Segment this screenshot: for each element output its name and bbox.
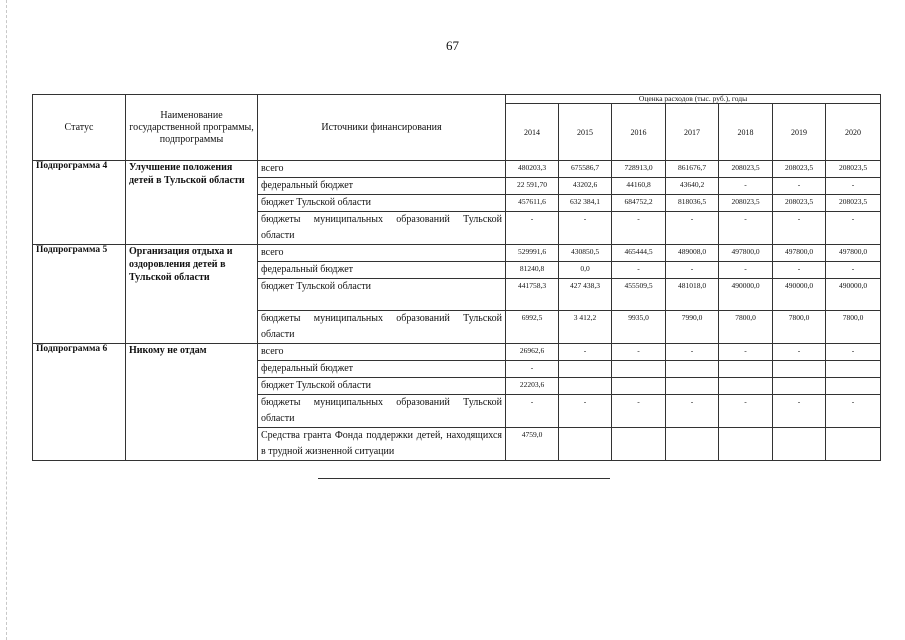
expense-value: -	[666, 262, 719, 279]
expense-value	[559, 428, 612, 461]
expense-value: -	[506, 361, 559, 378]
expense-value: -	[666, 395, 719, 428]
expense-value: 7800,0	[719, 311, 773, 344]
funding-source: федеральный бюджет	[258, 361, 506, 378]
expense-value	[773, 361, 826, 378]
subprogram-status: Подпрограмма 5	[33, 245, 126, 344]
expense-value	[612, 378, 666, 395]
funding-source: бюджеты муниципальных образований Тульской области	[258, 395, 506, 428]
funding-source: всего	[258, 344, 506, 361]
expense-value	[612, 361, 666, 378]
expense-value: 529991,6	[506, 245, 559, 262]
expense-value: 818036,5	[666, 195, 719, 212]
expense-value: -	[826, 262, 881, 279]
expense-value: 480203,3	[506, 161, 559, 178]
expense-value: 43202,6	[559, 178, 612, 195]
expense-value: -	[612, 344, 666, 361]
funding-source: федеральный бюджет	[258, 178, 506, 195]
subprogram-name: Никому не отдам	[126, 344, 258, 461]
expense-value: 675586,7	[559, 161, 612, 178]
expense-value: 208023,5	[773, 161, 826, 178]
expense-value: 44160,8	[612, 178, 666, 195]
scan-edge-line	[6, 0, 8, 640]
expense-value	[826, 428, 881, 461]
expense-value: 490000,0	[773, 279, 826, 311]
expense-value: 497800,0	[826, 245, 881, 262]
expense-value: 497800,0	[773, 245, 826, 262]
financing-table	[32, 94, 881, 461]
subprogram-status: Подпрограмма 6	[33, 344, 126, 461]
expense-value: 430850,5	[559, 245, 612, 262]
funding-source: бюджеты муниципальных образований Тульской области	[258, 212, 506, 245]
bottom-rule	[318, 478, 610, 479]
expense-value	[719, 428, 773, 461]
expense-value: 728913,0	[612, 161, 666, 178]
expense-value	[719, 378, 773, 395]
expense-value	[773, 378, 826, 395]
funding-source: бюджет Тульской области	[258, 195, 506, 212]
expense-value: -	[773, 178, 826, 195]
expense-value: -	[773, 344, 826, 361]
expense-value	[559, 378, 612, 395]
expense-value: 684752,2	[612, 195, 666, 212]
expense-value: 9935,0	[612, 311, 666, 344]
expense-value: 43640,2	[666, 178, 719, 195]
funding-source: бюджет Тульской области	[258, 378, 506, 395]
table-row	[33, 344, 881, 361]
expense-value: -	[826, 344, 881, 361]
header-year: 2014	[506, 104, 559, 161]
expense-value: 427 438,3	[559, 279, 612, 311]
expense-value: -	[559, 212, 612, 245]
funding-source: бюджеты муниципальных образований Тульской области	[258, 311, 506, 344]
expense-value: 22203,6	[506, 378, 559, 395]
expense-value: -	[719, 212, 773, 245]
expense-value: -	[719, 262, 773, 279]
expense-value: 490000,0	[826, 279, 881, 311]
expense-value: -	[826, 178, 881, 195]
expense-value: 4759,0	[506, 428, 559, 461]
table-row	[33, 245, 881, 262]
expense-value: -	[719, 395, 773, 428]
subprogram-name: Улучшение положения детей в Тульской области	[126, 161, 258, 245]
expense-value: 208023,5	[826, 195, 881, 212]
expense-value: 208023,5	[826, 161, 881, 178]
expense-value: -	[612, 212, 666, 245]
expense-value: -	[826, 212, 881, 245]
expense-value: 3 412,2	[559, 311, 612, 344]
expense-value	[559, 361, 612, 378]
expense-value: -	[612, 395, 666, 428]
expense-value: 0,0	[559, 262, 612, 279]
expense-value: 457611,6	[506, 195, 559, 212]
header-sources: Источники финансирования	[258, 95, 506, 161]
header-status: Статус	[33, 95, 126, 161]
expense-value	[666, 378, 719, 395]
expense-value	[826, 361, 881, 378]
expense-value: -	[773, 212, 826, 245]
expense-value: 7990,0	[666, 311, 719, 344]
header-expenses: Оценка расходов (тыс. руб.), годы	[506, 95, 881, 104]
expense-value: -	[666, 344, 719, 361]
table-row	[33, 161, 881, 178]
expense-value: 465444,5	[612, 245, 666, 262]
expense-value: 490000,0	[719, 279, 773, 311]
expense-value: 632 384,1	[559, 195, 612, 212]
expense-value	[666, 361, 719, 378]
expense-value: 455509,5	[612, 279, 666, 311]
expense-value: 7800,0	[826, 311, 881, 344]
header-year: 2020	[826, 104, 881, 161]
expense-value: 208023,5	[773, 195, 826, 212]
subprogram-status: Подпрограмма 4	[33, 161, 126, 245]
expense-value: 489008,0	[666, 245, 719, 262]
expense-value: 7800,0	[773, 311, 826, 344]
expense-value: 81240,8	[506, 262, 559, 279]
expense-value	[773, 428, 826, 461]
header-program-name: Наименование государственной программы, подпрограммы	[126, 95, 258, 161]
expense-value: 26962,6	[506, 344, 559, 361]
expense-value: -	[719, 178, 773, 195]
expense-value	[612, 428, 666, 461]
header-year: 2019	[773, 104, 826, 161]
funding-source: федеральный бюджет	[258, 262, 506, 279]
expense-value: -	[719, 344, 773, 361]
funding-source: бюджет Тульской области	[258, 279, 506, 311]
page-number: 67	[446, 38, 459, 53]
funding-source: всего	[258, 161, 506, 178]
expense-value: -	[506, 212, 559, 245]
expense-value: 6992,5	[506, 311, 559, 344]
expense-value: -	[559, 395, 612, 428]
expense-value: 208023,5	[719, 161, 773, 178]
expense-value: 861676,7	[666, 161, 719, 178]
subprogram-name: Организация отдыха и оздоровления детей в Тульской области	[126, 245, 258, 344]
expense-value: 441758,3	[506, 279, 559, 311]
expense-value	[666, 428, 719, 461]
expense-value	[826, 378, 881, 395]
funding-source: всего	[258, 245, 506, 262]
funding-source: Средства гранта Фонда поддержки детей, находящихся в трудной жизненной ситуации	[258, 428, 506, 461]
expense-value: -	[559, 344, 612, 361]
expense-value: -	[773, 262, 826, 279]
expense-value: 22 591,70	[506, 178, 559, 195]
expense-value: -	[826, 395, 881, 428]
expense-value: -	[666, 212, 719, 245]
expense-value: 208023,5	[719, 195, 773, 212]
expense-value: -	[612, 262, 666, 279]
expense-value: 481018,0	[666, 279, 719, 311]
expense-value: 497800,0	[719, 245, 773, 262]
header-year: 2018	[719, 104, 773, 161]
header-year: 2017	[666, 104, 719, 161]
expense-value: -	[773, 395, 826, 428]
header-year: 2016	[612, 104, 666, 161]
expense-value: -	[506, 395, 559, 428]
expense-value	[719, 361, 773, 378]
header-year: 2015	[559, 104, 612, 161]
